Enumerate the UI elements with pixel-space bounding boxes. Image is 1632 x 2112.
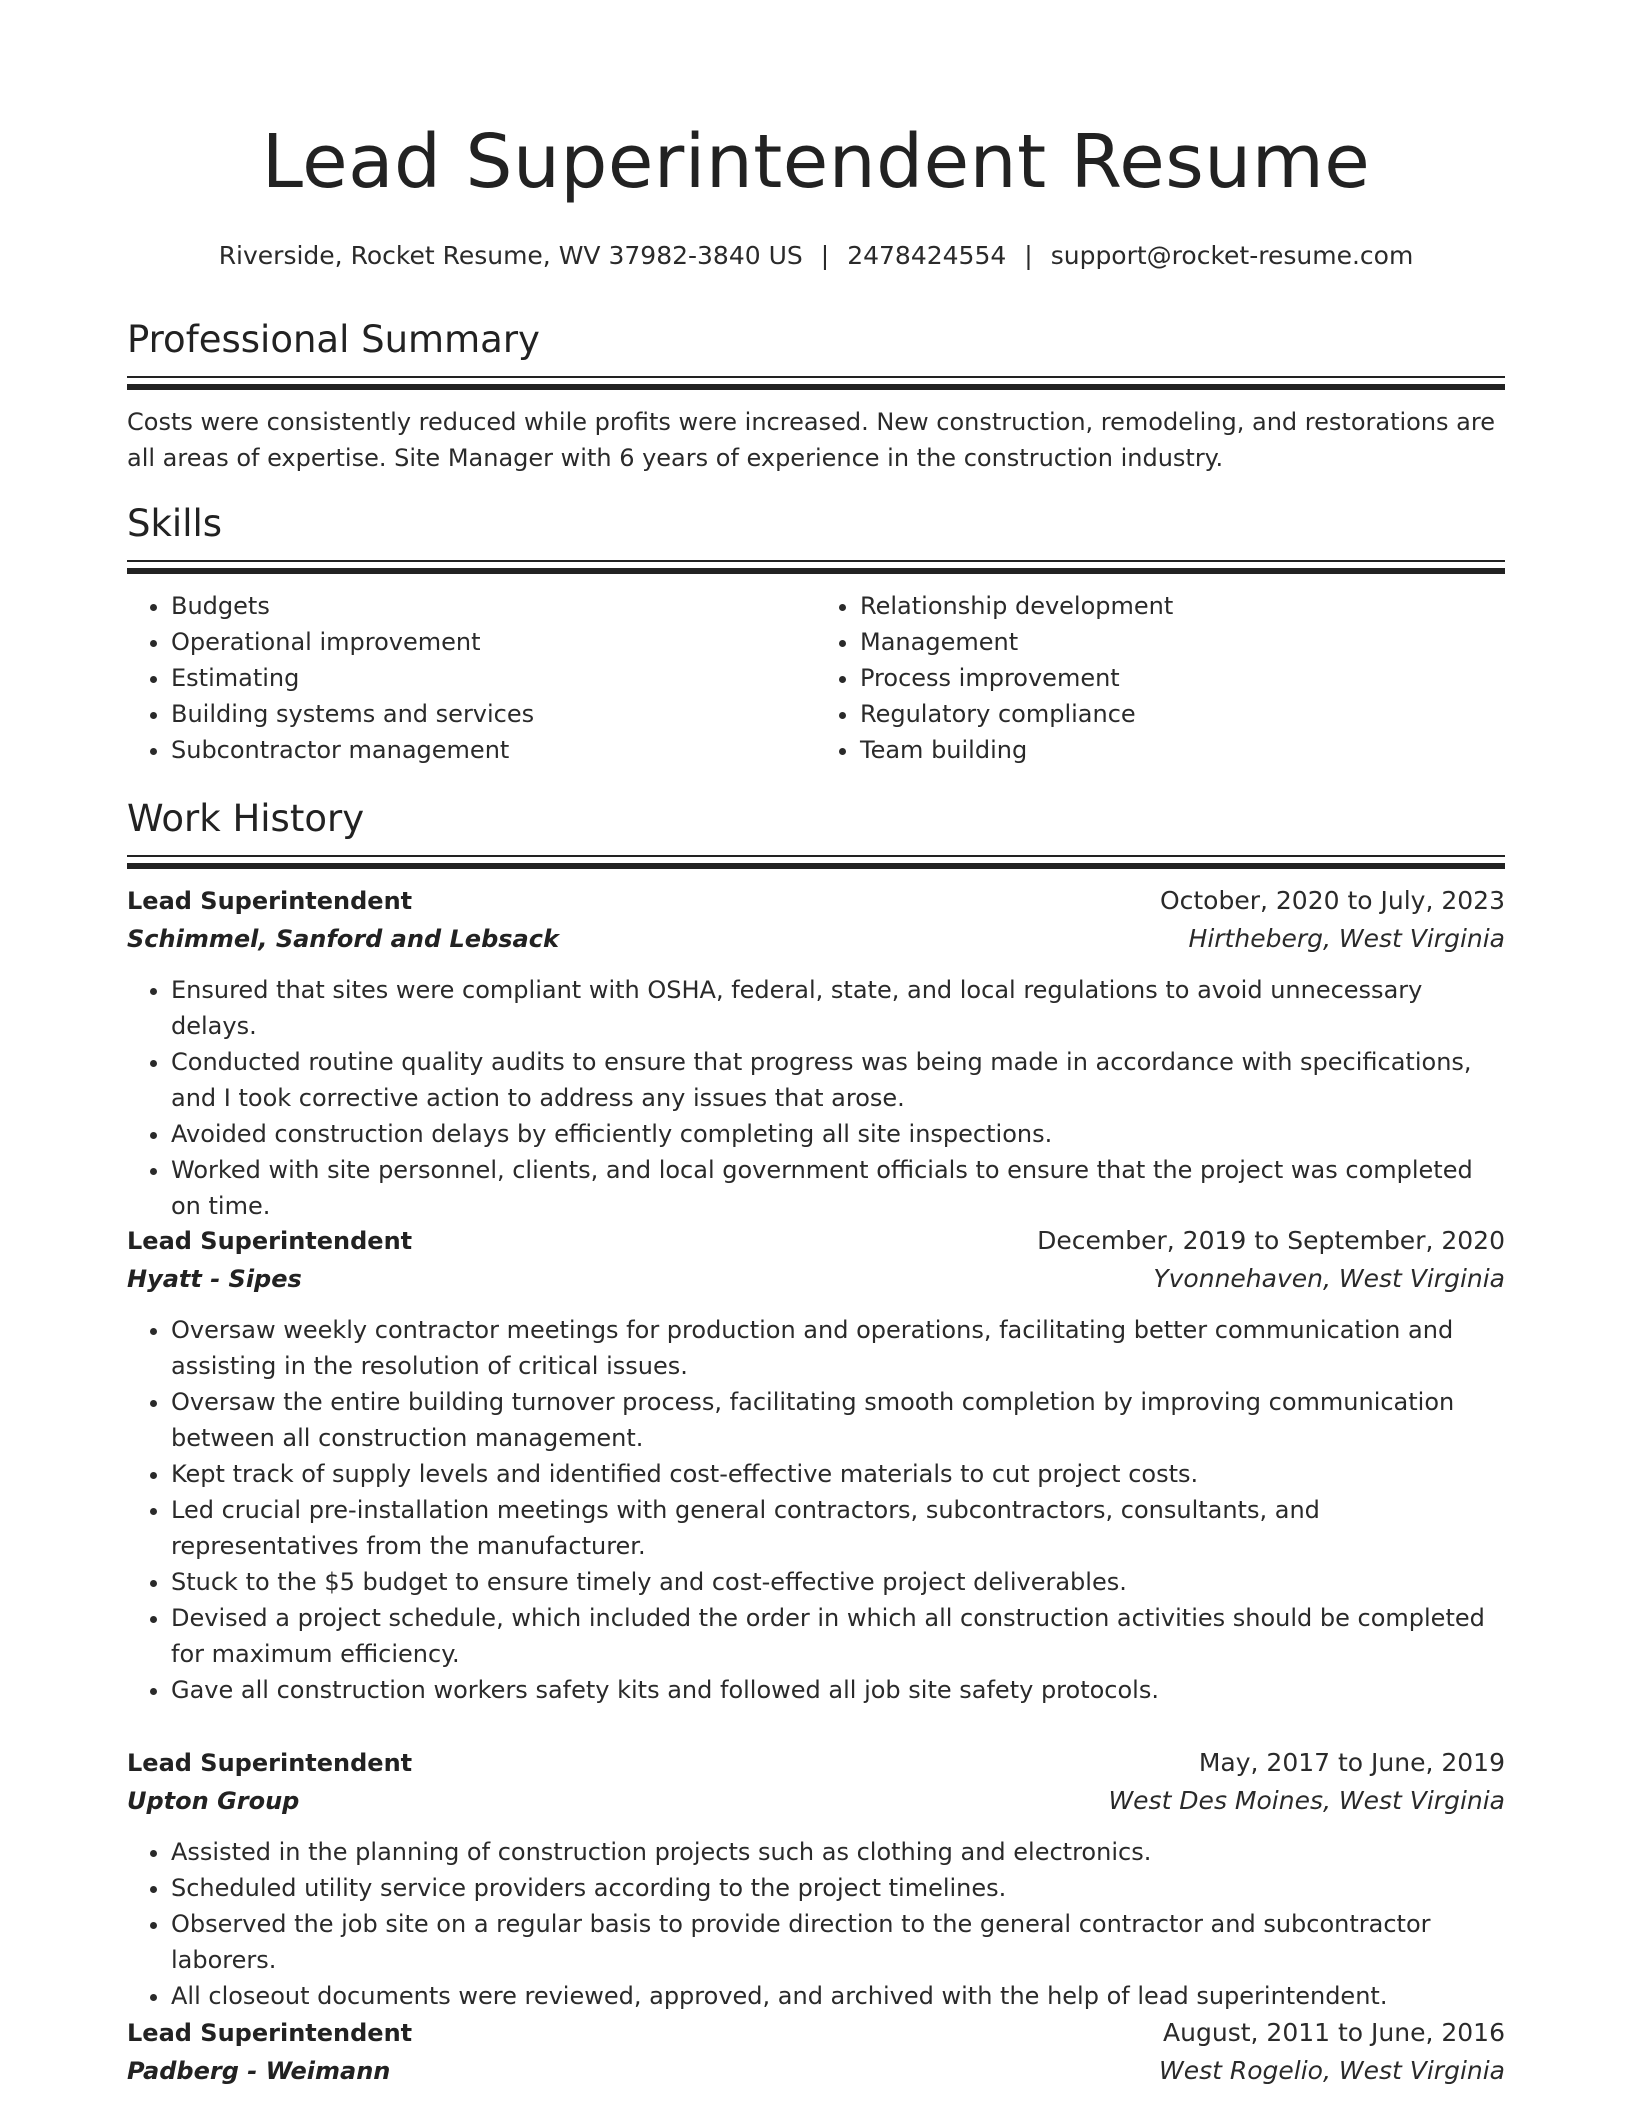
job-title: Lead Superintendent xyxy=(127,1749,413,1777)
skills-list xyxy=(127,588,1505,768)
job-subheader xyxy=(127,2052,1505,2090)
job-dates: May, 2017 to June, 2019 xyxy=(1198,1748,1505,1777)
skills-column-right xyxy=(816,588,1505,768)
skill-item: • Process improvement xyxy=(860,660,1505,696)
skills-column-left xyxy=(127,588,816,768)
section-rule xyxy=(127,376,1505,378)
job-bullet: • Oversaw weekly contractor meetings for production and operations, facilitating better communication and assisting in the resolution of critical issues. xyxy=(171,1312,1505,1384)
job-company: Padberg - Weimann xyxy=(127,2057,391,2085)
skill-item: • Subcontractor management xyxy=(171,732,816,768)
job-company: Schimmel, Sanford and Lebsack xyxy=(127,925,559,953)
skill-item: • Building systems and services xyxy=(171,696,816,732)
job-bullet: • All closeout documents were reviewed, approved, and archived with the help of lead superintendent. xyxy=(171,1978,1505,2014)
job-title: Lead Superintendent xyxy=(127,1227,413,1255)
job-bullet: • Kept track of supply levels and identified cost-effective materials to cut project costs. xyxy=(171,1456,1505,1492)
section-rule-thick xyxy=(127,384,1505,390)
skills-section xyxy=(127,502,1505,768)
work-history-heading: Work History xyxy=(127,797,365,840)
skill-item: • Budgets xyxy=(171,588,816,624)
job-entry xyxy=(127,2014,1505,2090)
skill-item: • Relationship development xyxy=(860,588,1505,624)
contact-phone: 2478424554 xyxy=(847,241,1007,270)
job-bullets xyxy=(127,972,1505,1224)
job-location: Yvonnehaven, West Virginia xyxy=(1153,1264,1505,1293)
job-dates: October, 2020 to July, 2023 xyxy=(1159,886,1505,915)
section-rule xyxy=(127,560,1505,562)
job-subheader xyxy=(127,1782,1505,1820)
skill-item: • Operational improvement xyxy=(171,624,816,660)
job-bullet: • Devised a project schedule, which included the order in which all construction activities should be completed for maximum efficiency. xyxy=(171,1600,1505,1672)
job-bullets xyxy=(127,1312,1505,1708)
job-title: Lead Superintendent xyxy=(127,2019,413,2047)
job-location: West Rogelio, West Virginia xyxy=(1159,2056,1505,2085)
section-rule-thick xyxy=(127,863,1505,869)
job-header xyxy=(127,2014,1505,2052)
summary-text: Costs were consistently reduced while profits were increased. New construction, remodeling, and restorations are all areas of expertise. Site Manager with 6 years of experience in the construction industry. xyxy=(127,408,1495,472)
job-bullet: • Ensured that sites were compliant with OSHA, federal, state, and local regulations to avoid unnecessary delays. xyxy=(171,972,1505,1044)
job-location: West Des Moines, West Virginia xyxy=(1108,1786,1505,1815)
skill-item: • Regulatory compliance xyxy=(860,696,1505,732)
job-subheader xyxy=(127,1260,1505,1298)
contact-separator: | xyxy=(1024,241,1033,270)
job-header xyxy=(127,1222,1505,1260)
job-header xyxy=(127,882,1505,920)
job-bullet: • Gave all construction workers safety kits and followed all job site safety protocols. xyxy=(171,1672,1505,1708)
job-bullet: • Worked with site personnel, clients, and local government officials to ensure that the project was completed on time. xyxy=(171,1152,1505,1224)
job-subheader xyxy=(127,920,1505,958)
job-title: Lead Superintendent xyxy=(127,887,413,915)
job-header xyxy=(127,1744,1505,1782)
job-entry xyxy=(127,882,1505,1224)
job-bullet: • Assisted in the planning of construction projects such as clothing and electronics. xyxy=(171,1834,1505,1870)
skill-item: • Management xyxy=(860,624,1505,660)
job-bullets xyxy=(127,1834,1505,2014)
contact-email: support@rocket-resume.com xyxy=(1050,241,1414,270)
job-entry xyxy=(127,1744,1505,2014)
section-rule xyxy=(127,855,1505,857)
contact-address: Riverside, Rocket Resume, WV 37982-3840 US xyxy=(218,241,803,270)
job-bullet: • Oversaw the entire building turnover process, facilitating smooth completion by improving communication between all construction management. xyxy=(171,1384,1505,1456)
resume-title: Lead Superintendent Resume xyxy=(261,119,1371,205)
job-entry xyxy=(127,1222,1505,1708)
contact-separator: | xyxy=(820,241,830,270)
job-company: Hyatt - Sipes xyxy=(127,1265,302,1293)
job-location: Hirtheberg, West Virginia xyxy=(1188,924,1505,953)
work-history-section xyxy=(127,797,1505,869)
job-bullet: • Observed the job site on a regular basis to provide direction to the general contractor and subcontractor laborers. xyxy=(171,1906,1505,1978)
job-dates: August, 2011 to June, 2016 xyxy=(1163,2018,1505,2047)
job-company: Upton Group xyxy=(127,1787,300,1815)
skills-heading: Skills xyxy=(127,502,223,545)
skill-item: • Estimating xyxy=(171,660,816,696)
section-rule-thick xyxy=(127,568,1505,574)
job-bullet: • Conducted routine quality audits to ensure that progress was being made in accordance with specifications, and I took corrective action to address any issues that arose. xyxy=(171,1044,1505,1116)
job-bullet: • Stuck to the $5 budget to ensure timely and cost-effective project deliverables. xyxy=(171,1564,1505,1600)
skill-item: • Team building xyxy=(860,732,1505,768)
summary-heading: Professional Summary xyxy=(127,318,540,361)
summary-section xyxy=(127,318,1505,476)
job-bullet: • Led crucial pre-installation meetings with general contractors, subcontractors, consultants, and representatives from the manufacturer. xyxy=(171,1492,1505,1564)
job-dates: December, 2019 to September, 2020 xyxy=(1037,1226,1505,1255)
job-bullet: • Avoided construction delays by efficiently completing all site inspections. xyxy=(171,1116,1505,1152)
contact-line xyxy=(127,238,1505,274)
job-bullet: • Scheduled utility service providers according to the project timelines. xyxy=(171,1870,1505,1906)
